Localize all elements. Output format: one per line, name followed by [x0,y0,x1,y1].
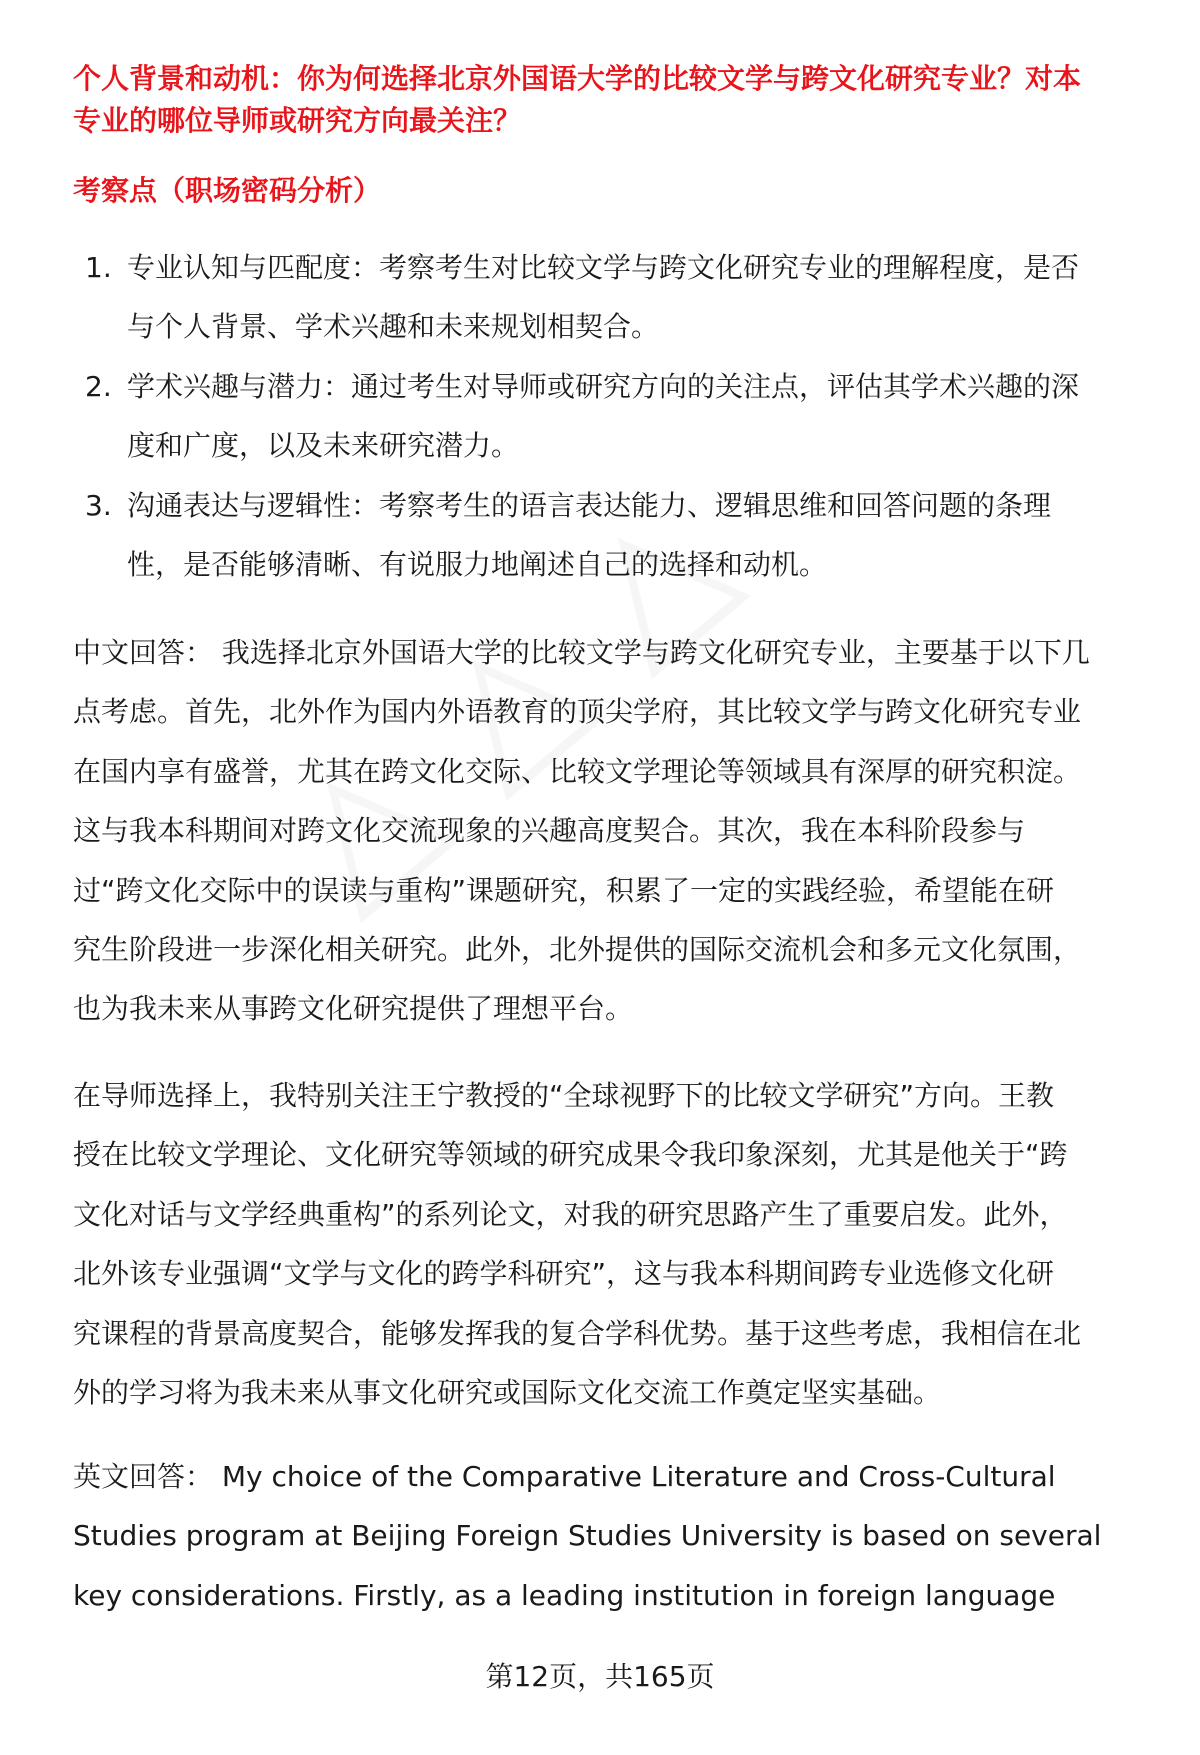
paragraph-line: 究生阶段进一步深化相关研究。此外，北外提供的国际交流机会和多元文化氛围， [73,932,1082,966]
paragraph-line: 授在比较文学理论、文化研究等领域的研究成果令我印象深刻，尤其是他关于“跨 [73,1138,1068,1172]
paragraph-line: 过“跨文化交际中的误读与重构”课题研究，积累了一定的实践经验，希望能在研 [73,873,1055,907]
list-number: 1. [85,251,112,284]
list-item-text: 专业认知与匹配度：考察考生对比较文学与跨文化研究专业的理解程度，是否 [127,251,1080,284]
paragraph-line: 在国内享有盛誉，尤其在跨文化交际、比较文学理论等领域具有深厚的研究积淀。 [73,754,1082,788]
paragraph-line: 究课程的背景高度契合，能够发挥我的复合学科优势。基于这些考虑，我相信在北 [73,1316,1082,1350]
paragraph-line: 外的学习将为我未来从事文化研究或国际文化交流工作奠定坚实基础。 [73,1375,942,1409]
advisor-paragraph [73,1066,1153,1422]
paragraph-line: key considerations. Firstly, as a leading institution in foreign language [73,1578,1056,1612]
question-title [73,58,1153,142]
question-line: 个人背景和动机：你为何选择北京外国语大学的比较文学与跨文化研究专业？对本 [73,62,1082,95]
paragraph-line: 也为我未来从事跨文化研究提供了理想平台。 [73,992,634,1026]
list-number: 3. [85,488,112,522]
chinese-answer-paragraph [73,623,1153,1039]
evaluation-points-list [73,238,1153,594]
paragraph-line: 文化对话与文学经典重构”的系列论文，对我的研究思路产生了重要启发。此外， [73,1197,1068,1231]
page-number: 第12页，共165页 [485,1660,715,1693]
section-heading [73,170,1153,212]
list-number: 2. [85,369,112,403]
paragraph-line: 英文回答： My choice of the Comparative Literature and Cross-Cultural [73,1460,1056,1493]
paragraph-line: 在导师选择上，我特别关注王宁教授的“全球视野下的比较文学研究”方向。王教 [73,1079,1055,1112]
paragraph-line: 这与我本科期间对跨文化交流现象的兴趣高度契合。其次，我在本科阶段参与 [73,814,1026,848]
section-heading-text: 考察点（职场密码分析） [73,174,382,207]
list-item-text: 与个人背景、学术兴趣和未来规划相契合。 [127,310,660,344]
english-answer-paragraph [73,1447,1153,1625]
paragraph-line: 点考虑。首先，北外作为国内外语教育的顶尖学府，其比较文学与跨文化研究专业 [73,695,1082,729]
paragraph-line: Studies program at Beijing Foreign Studies University is based on several [73,1519,1102,1553]
list-item-text: 性，是否能够清晰、有说服力地阐述自己的选择和动机。 [127,547,828,581]
list-item-text: 沟通表达与逻辑性：考察考生的语言表达能力、逻辑思维和回答问题的条理 [127,488,1052,522]
paragraph-line: 中文回答： 我选择北京外国语大学的比较文学与跨文化研究专业，主要基于以下几 [73,636,1090,669]
list-item [73,357,1153,476]
paragraph-line: 北外该专业强调“文学与文化的跨学科研究”，这与我本科期间跨专业选修文化研 [73,1257,1055,1291]
question-line: 专业的哪位导师或研究方向最关注？ [73,104,522,137]
list-item [73,238,1153,357]
list-item-text: 学术兴趣与潜力：通过考生对导师或研究方向的关注点，评估其学术兴趣的深 [127,369,1080,403]
list-item-text: 度和广度，以及未来研究潜力。 [127,429,520,463]
list-item [73,476,1153,595]
